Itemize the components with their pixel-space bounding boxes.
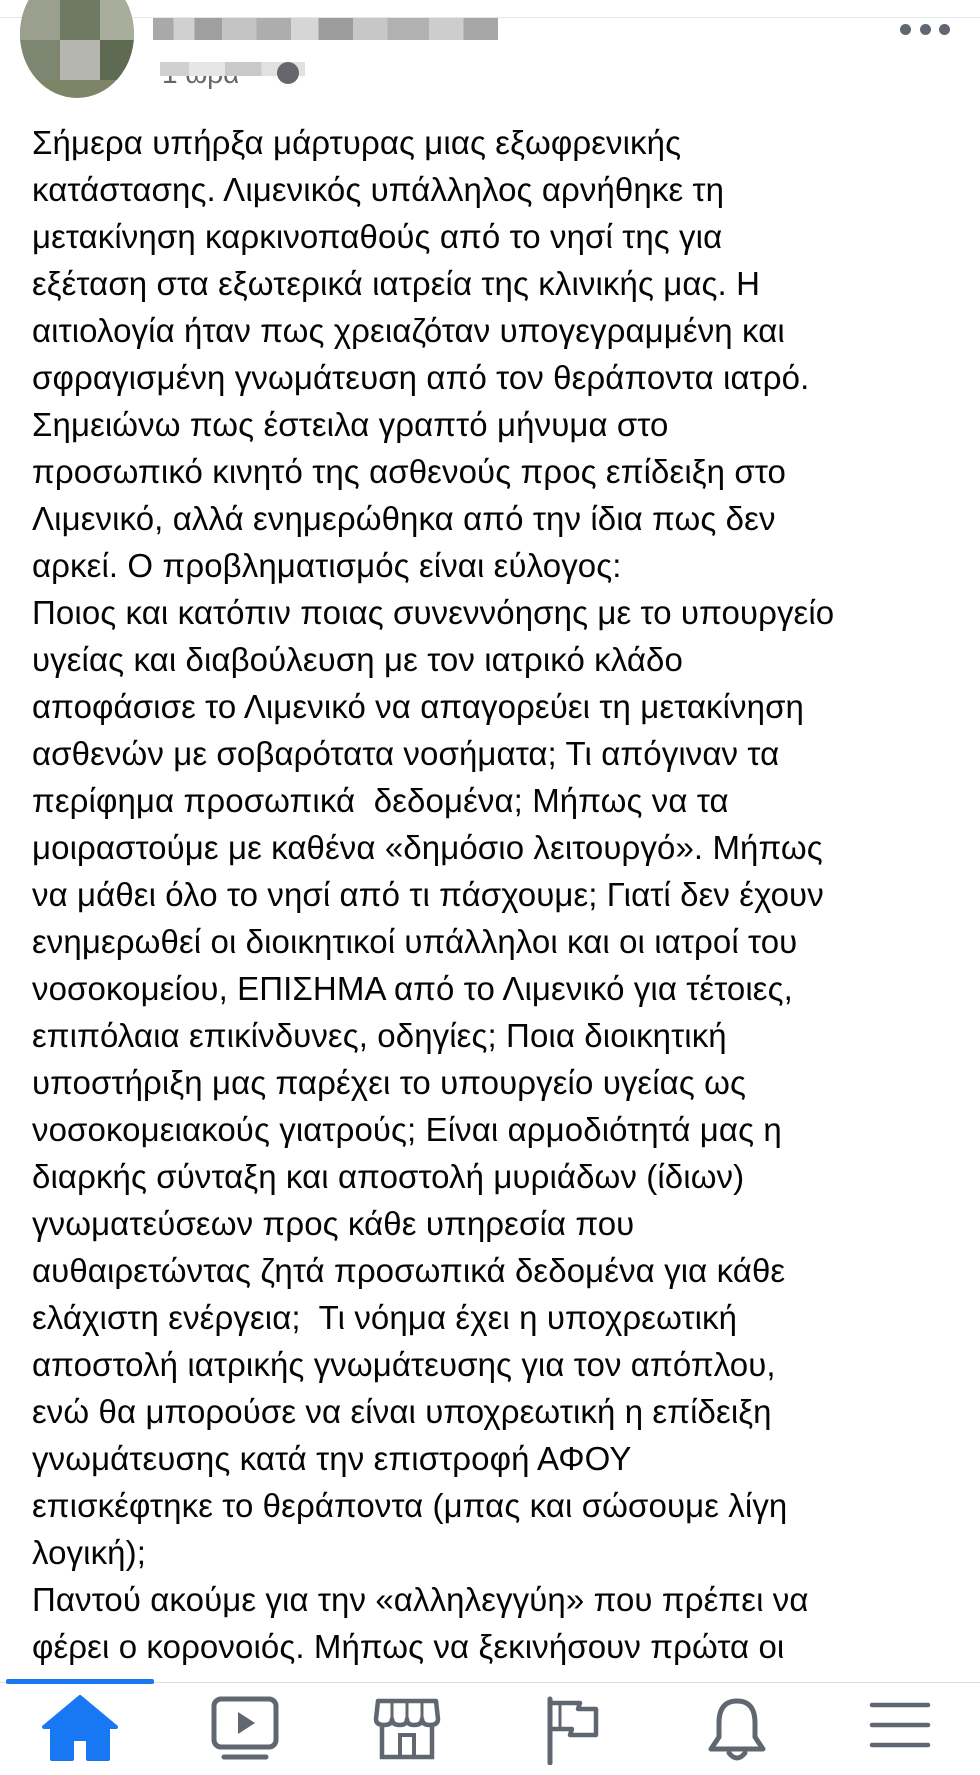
post-text-line: νοσοκομείου, ΕΠΙΣΗΜΑ από το Λιμενικό για τέτοιες, — [32, 970, 793, 1007]
post-text-line: υποστήριξη μας παρέχει το υπουργείο υγείας ως — [32, 1064, 746, 1101]
post-header — [0, 0, 980, 110]
avatar[interactable] — [20, 0, 134, 98]
home-icon — [40, 1695, 120, 1761]
nav-marketplace[interactable] — [362, 1695, 452, 1769]
post-text-line: Ποιος και κατόπιν ποιας συνεννόησης με το υπουργείο — [32, 594, 835, 631]
dot-icon — [900, 24, 911, 35]
dot-icon — [920, 24, 931, 35]
post-text-line: υγείας και διαβούλευση με τον ιατρικό κλάδο — [32, 641, 683, 678]
post-text-line: ενώ θα μπορούσε να είναι υποχρεωτική η επίδειξη — [32, 1393, 772, 1430]
post-text-line: αποστολή ιατρικής γνωμάτευσης για τον απόπλου, — [32, 1346, 776, 1383]
post-text-line: γνωμάτευσης κατά την επιστροφή ΑΦΟΥ — [32, 1440, 632, 1477]
post-text-line: περίφημα προσωπικά δεδομένα; Μήπως να τα — [32, 782, 729, 819]
post-text-line: διαρκής σύνταξη και αποστολή μυριάδων (ίδιων) — [32, 1158, 745, 1195]
post-text-line: Σημειώνω πως έστειλα γραπτό μήνυμα στο — [32, 406, 669, 443]
marketplace-shop-icon — [372, 1695, 442, 1761]
post-text-line: λογική); — [32, 1534, 146, 1571]
post-text-line: ενημερωθεί οι διοικητικοί υπάλληλοι και οι ιατροί του — [32, 923, 798, 960]
nav-pages[interactable] — [527, 1695, 617, 1769]
post-text-line: προσωπικό κινητό της ασθενούς προς επίδειξη στο — [32, 453, 786, 490]
post-text-line: ασθενών με σοβαρότατα νοσήματα; Τι απόγιναν τα — [32, 735, 780, 772]
post-text-line: σφραγισμένη γνωμάτευση από τον θεράποντα ιατρό. — [32, 359, 810, 396]
post-text-line: Σήμερα υπήρξα μάρτυρας μιας εξωφρενικής — [32, 124, 682, 161]
dot-icon — [939, 24, 950, 35]
post-text-line: κατάστασης. Λιμενικός υπάλληλος αρνήθηκε τη — [32, 171, 725, 208]
post-text-line: επισκέφτηκε το θεράποντα (μπας και σώσουμε λίγη — [32, 1487, 788, 1524]
post-text-line: να μάθει όλο το νησί από τι πάσχουμε; Γιατί δεν έχουν — [32, 876, 824, 913]
bottom-navigation — [0, 1682, 980, 1775]
post-text-line: ελάχιστη ενέργεια; Τι νόημα έχει η υποχρεωτική — [32, 1299, 738, 1336]
bell-icon — [705, 1695, 769, 1765]
nav-watch[interactable] — [200, 1695, 290, 1769]
post-text-line: Παντού ακούμε για την «αλληλεγγύη» που πρέπει να — [32, 1581, 809, 1618]
author-name-redacted[interactable] — [153, 18, 498, 40]
flag-icon — [542, 1695, 602, 1765]
post-text-line: εξέταση στα εξωτερικά ιατρεία της κλινικής μας. Η — [32, 265, 761, 302]
post-text-line: αρκεί. Ο προβληματισμός είναι εύλογος: — [32, 547, 622, 584]
post-text-line: μοιραστούμε με καθένα «δημόσιο λειτουργό». Μήπως — [32, 829, 823, 866]
nav-menu[interactable] — [855, 1695, 945, 1769]
post-text-line: επιπόλαια επικίνδυνες, οδηγίες; Ποια διοικητική — [32, 1017, 727, 1054]
post-text-line: αυθαιρετώντας ζητά προσωπικά δεδομένα για κάθε — [32, 1252, 786, 1289]
watch-video-icon — [210, 1695, 280, 1761]
more-options-button[interactable] — [900, 14, 950, 44]
post-text-line: νοσοκομειακούς γιατρούς; Είναι αρμοδιότητά μας η — [32, 1111, 782, 1148]
globe-icon — [277, 62, 299, 84]
nav-home[interactable] — [35, 1695, 125, 1769]
post-text-line: μετακίνηση καρκινοπαθούς από το νησί της για — [32, 218, 723, 255]
post-text-line: αποφάσισε το Λιμενικό να απαγορεύει τη μετακίνηση — [32, 688, 805, 725]
nav-notifications[interactable] — [692, 1695, 782, 1769]
post-text-line: Λιμενικό, αλλά ενημερώθηκα από την ίδια πως δεν — [32, 500, 776, 537]
post-text-line: φέρει ο κορονοιός. Μήπως να ξεκινήσουν πρώτα οι — [32, 1628, 785, 1665]
active-tab-indicator — [6, 1679, 154, 1684]
post-text — [32, 119, 962, 1670]
post-text-line: γνωματεύσεων προς κάθε υπηρεσία που — [32, 1205, 635, 1242]
post-text-line: αιτιολογία ήταν πως χρειαζόταν υπογεγραμμένη και — [32, 312, 785, 349]
hamburger-menu-icon — [868, 1695, 932, 1755]
